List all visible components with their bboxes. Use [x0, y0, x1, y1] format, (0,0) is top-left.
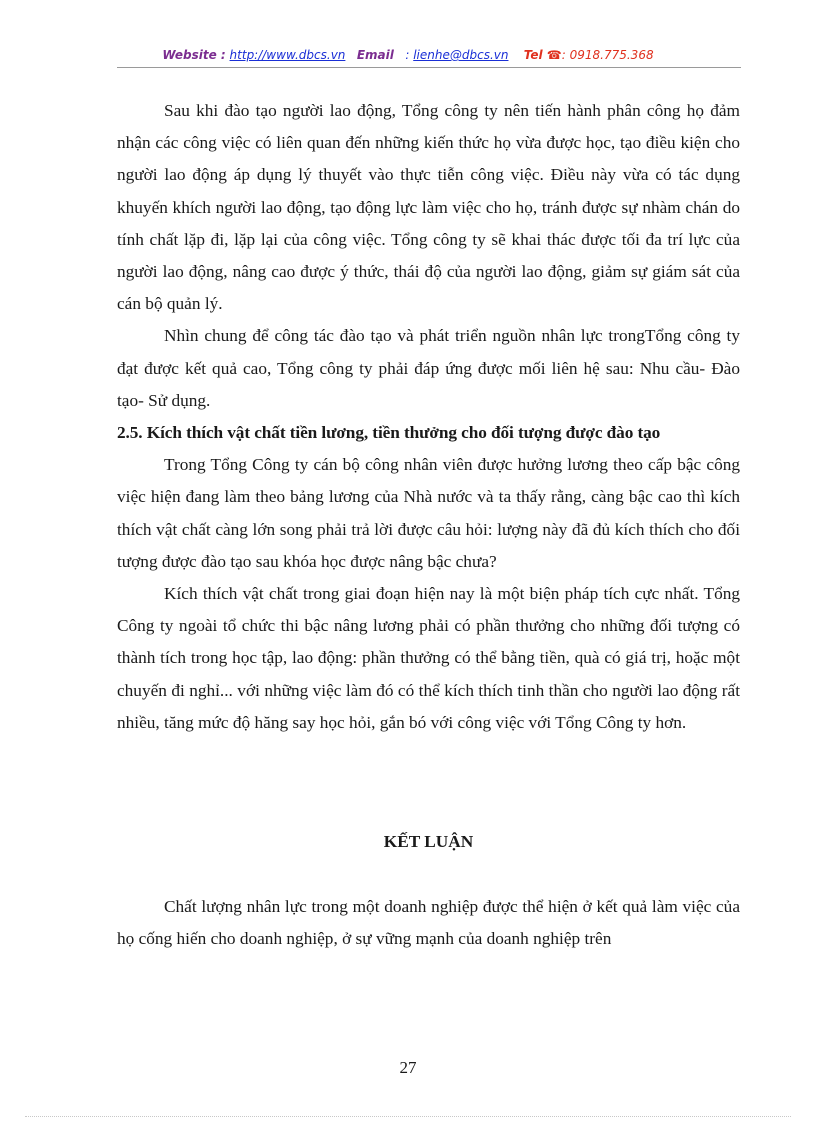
- email-separator: :: [405, 48, 410, 62]
- paragraph-1: Sau khi đào tạo người lao động, Tổng công ty nên tiến hành phân công họ đảm nhận các công việc có liên quan đến những kiến thức họ vừa được học, tạo điều kiện cho người lao động áp dụng lý thuyết vào thực tiễn công việc. Điều này vừa có tác dụng khuyến khích người lao động, tạo động lực làm việc cho họ, tránh được sự nhàm chán do tính chất lặp đi, lặp lại của công việc. Tổng công ty sẽ khai thác được tối đa trí lực của người lao động, nâng cao được ý thức, thái độ của người lao động, giảm sự giám sát của cán bộ quản lý.: [117, 101, 740, 314]
- paragraph-3: Trong Tổng Công ty cán bộ công nhân viên được hưởng lương theo cấp bậc công việc hiện đang làm theo bảng lương của Nhà nước và ta thấy rằng, càng bậc cao thì kích thích vật chất càng lớn song phải trả lời được câu hỏi: lượng này đã đủ kích thích cho đối tượng được đào tạo sau khóa học được nâng bậc chưa?: [117, 455, 740, 571]
- paragraph-4: Kích thích vật chất trong giai đoạn hiện nay là một biện pháp tích cực nhất. Tổng Công ty ngoài tổ chức thi bậc nâng lương phải có phần thưởng cho những đối tượng có thành tích trong học tập, lao động: phần thưởng có thể bằng tiền, quà có giá trị, hoặc một chuyến đi nghỉ... với những việc làm đó có thể kích thích tinh thần cho người lao động rất nhiều, tăng mức độ hăng say học hỏi, gắn bó với công việc với Tổng Công ty hơn.: [117, 584, 740, 732]
- page-header: [0, 46, 816, 64]
- tel-label: Tel ☎: [523, 48, 562, 62]
- page-number: 27: [399, 1058, 417, 1077]
- website-label: Website :: [162, 48, 226, 62]
- conclusion-title: KẾT LUẬN: [383, 832, 474, 852]
- footer-divider: [25, 1116, 791, 1117]
- paragraph-2: Nhìn chung để công tác đào tạo và phát triển nguồn nhân lực trongTổng công ty đạt được kết quả cao, Tổng công ty phải đáp ứng được mối liên hệ sau: Nhu cầu- Đào tạo- Sử dụng.: [117, 326, 740, 410]
- tel-value: : 0918.775.368: [561, 48, 654, 62]
- website-link[interactable]: http://www.dbcs.vn: [229, 48, 346, 62]
- document-body: [117, 95, 740, 956]
- paragraph-5: Chất lượng nhân lực trong một doanh nghiệp được thể hiện ở kết quả làm việc của họ cống hiến cho doanh nghiệp, ở sự vững mạnh của doanh nghiệp trên: [117, 897, 740, 949]
- header-divider: [117, 67, 741, 68]
- email-label: Email: [356, 48, 394, 62]
- email-link[interactable]: lienhe@dbcs.vn: [413, 48, 509, 62]
- section-heading-2-5: 2.5. Kích thích vật chất tiền lương, tiền thưởng cho đối tượng được đào tạo: [117, 423, 661, 443]
